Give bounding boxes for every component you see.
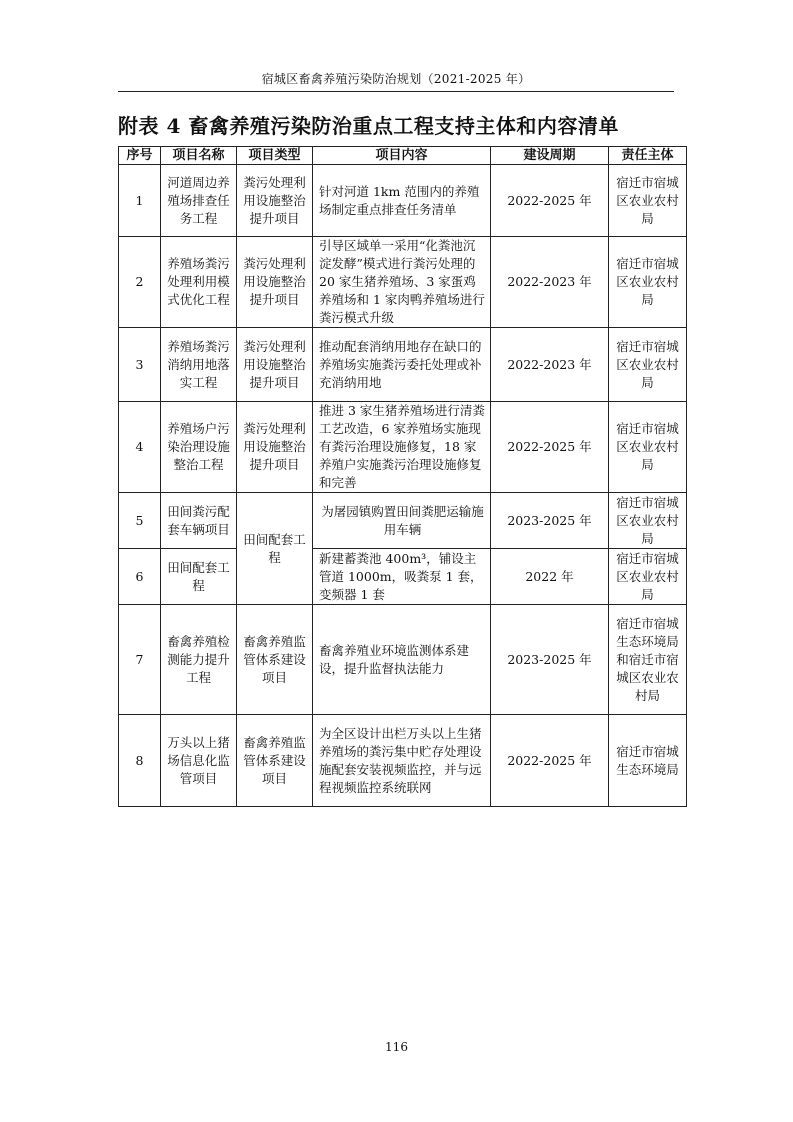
cell-no: 6 bbox=[119, 549, 161, 605]
col-header-period: 建设周期 bbox=[491, 147, 609, 165]
cell-name: 养殖场粪污消纳用地落实工程 bbox=[161, 328, 237, 402]
table-row bbox=[119, 493, 687, 549]
cell-type: 粪污处理利用设施整治提升项目 bbox=[237, 237, 313, 328]
cell-no: 8 bbox=[119, 715, 161, 807]
running-header: 宿城区畜禽养殖污染防治规划（2021-2025 年） bbox=[261, 72, 531, 86]
cell-no: 1 bbox=[119, 165, 161, 237]
table-row bbox=[119, 402, 687, 493]
cell-owner: 宿迁市宿城区农业农村局 bbox=[609, 328, 687, 402]
table-row bbox=[119, 237, 687, 328]
cell-no: 2 bbox=[119, 237, 161, 328]
cell-type-merged: 田间配套工程 bbox=[237, 493, 313, 605]
cell-owner: 宿迁市宿城生态环境局和宿迁市宿城区农业农村局 bbox=[609, 605, 687, 715]
cell-name: 畜禽养殖检测能力提升工程 bbox=[161, 605, 237, 715]
cell-no: 4 bbox=[119, 402, 161, 493]
cell-no: 7 bbox=[119, 605, 161, 715]
cell-owner: 宿迁市宿城区农业农村局 bbox=[609, 237, 687, 328]
table-row bbox=[119, 549, 687, 605]
table-row bbox=[119, 165, 687, 237]
cell-period: 2022-2025 年 bbox=[491, 715, 609, 807]
cell-name: 养殖场户污染治理设施整治工程 bbox=[161, 402, 237, 493]
cell-no: 3 bbox=[119, 328, 161, 402]
table-row bbox=[119, 605, 687, 715]
table-title: 附表 4 畜禽养殖污染防治重点工程支持主体和内容清单 bbox=[118, 114, 619, 138]
cell-name: 田间粪污配套车辆项目 bbox=[161, 493, 237, 549]
cell-content: 畜禽养殖业环境监测体系建设，提升监督执法能力 bbox=[313, 605, 491, 715]
cell-type: 粪污处理利用设施整治提升项目 bbox=[237, 402, 313, 493]
cell-content: 引导区域单一采用“化粪池沉淀发酵”模式进行粪污处理的 20 家生猪养殖场、3 家蛋鸡养殖场和 1 家肉鸭养殖场进行粪污模式升级 bbox=[313, 237, 491, 328]
cell-content: 新建蓄粪池 400m³，铺设主管道 1000m，吸粪泵 1 套，变频器 1 套 bbox=[313, 549, 491, 605]
cell-content: 针对河道 1km 范围内的养殖场制定重点排查任务清单 bbox=[313, 165, 491, 237]
cell-owner: 宿迁市宿城区农业农村局 bbox=[609, 402, 687, 493]
cell-type: 畜禽养殖监管体系建设项目 bbox=[237, 715, 313, 807]
cell-period: 2022-2025 年 bbox=[491, 402, 609, 493]
header-rule bbox=[118, 91, 674, 92]
cell-period: 2023-2025 年 bbox=[491, 493, 609, 549]
cell-owner: 宿迁市宿城区农业农村局 bbox=[609, 493, 687, 549]
page-number: 116 bbox=[385, 1040, 408, 1054]
col-header-content: 项目内容 bbox=[313, 147, 491, 165]
table-row bbox=[119, 715, 687, 807]
cell-name: 万头以上猪场信息化监管项目 bbox=[161, 715, 237, 807]
col-header-no: 序号 bbox=[119, 147, 161, 165]
cell-no: 5 bbox=[119, 493, 161, 549]
cell-type: 畜禽养殖监管体系建设项目 bbox=[237, 605, 313, 715]
cell-period: 2022 年 bbox=[491, 549, 609, 605]
cell-owner: 宿迁市宿城生态环境局 bbox=[609, 715, 687, 807]
cell-content: 为全区设计出栏万头以上生猪养殖场的粪污集中贮存处理设施配套安装视频监控，并与远程视频监控系统联网 bbox=[313, 715, 491, 807]
cell-period: 2022-2023 年 bbox=[491, 328, 609, 402]
cell-name: 养殖场粪污处理利用模式优化工程 bbox=[161, 237, 237, 328]
cell-period: 2023-2025 年 bbox=[491, 605, 609, 715]
cell-content: 推动配套消纳用地存在缺口的养殖场实施粪污委托处理或补充消纳用地 bbox=[313, 328, 491, 402]
cell-period: 2022-2023 年 bbox=[491, 237, 609, 328]
cell-owner: 宿迁市宿城区农业农村局 bbox=[609, 165, 687, 237]
cell-owner: 宿迁市宿城区农业农村局 bbox=[609, 549, 687, 605]
project-table bbox=[118, 146, 687, 807]
table-row bbox=[119, 328, 687, 402]
cell-type: 粪污处理利用设施整治提升项目 bbox=[237, 328, 313, 402]
cell-content: 为屠园镇购置田间粪肥运输施用车辆 bbox=[313, 493, 491, 549]
cell-period: 2022-2025 年 bbox=[491, 165, 609, 237]
cell-content: 推进 3 家生猪养殖场进行清粪工艺改造，6 家养殖场实施现有粪污治理设施修复，18 家养殖户实施粪污治理设施修复和完善 bbox=[313, 402, 491, 493]
cell-type: 粪污处理利用设施整治提升项目 bbox=[237, 165, 313, 237]
col-header-type: 项目类型 bbox=[237, 147, 313, 165]
col-header-owner: 责任主体 bbox=[609, 147, 687, 165]
cell-name: 河道周边养殖场排查任务工程 bbox=[161, 165, 237, 237]
table-header-row bbox=[119, 147, 687, 165]
cell-name: 田间配套工程 bbox=[161, 549, 237, 605]
col-header-name: 项目名称 bbox=[161, 147, 237, 165]
